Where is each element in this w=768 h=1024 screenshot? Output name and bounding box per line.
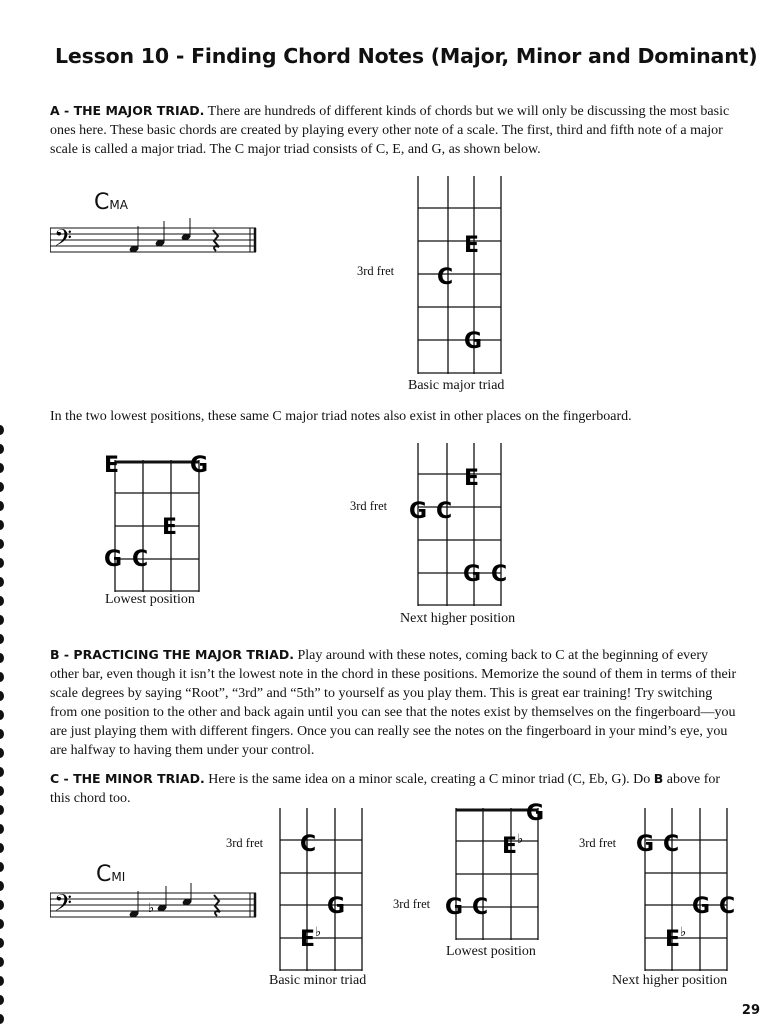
caption-minor-lowest-position: Lowest position bbox=[446, 944, 536, 959]
binding-hole bbox=[0, 634, 4, 644]
note-label-c: C bbox=[437, 265, 454, 290]
binding-hole bbox=[0, 900, 4, 910]
section-a-paragraph bbox=[50, 101, 740, 159]
note-label-e: E bbox=[502, 834, 518, 859]
binding-hole bbox=[0, 444, 4, 454]
fret-label: 3rd fret bbox=[226, 836, 264, 850]
binding-hole bbox=[0, 957, 4, 967]
note-label-g: G bbox=[409, 499, 428, 524]
section-a-heading: A - THE MAJOR TRIAD. bbox=[50, 103, 205, 118]
binding-hole bbox=[0, 653, 4, 663]
staff-c-major bbox=[50, 218, 260, 262]
basic-minor-notes bbox=[275, 808, 375, 973]
lowest-position-notes bbox=[100, 448, 220, 588]
note-label-g: G bbox=[445, 895, 464, 920]
binding-hole bbox=[0, 843, 4, 853]
binding-hole bbox=[0, 520, 4, 530]
minor-lowest-notes bbox=[440, 800, 560, 940]
note-label-g: G bbox=[327, 894, 346, 919]
binding-hole bbox=[0, 976, 4, 986]
flat-sign: ♭ bbox=[517, 832, 524, 847]
binding-hole bbox=[0, 786, 4, 796]
flat-sign: ♭ bbox=[315, 925, 322, 940]
section-b-reference: B bbox=[653, 771, 664, 786]
note-label-g: G bbox=[463, 562, 482, 587]
fretboard-basic-major-notes bbox=[410, 176, 510, 376]
binding-hole bbox=[0, 482, 4, 492]
binding-hole bbox=[0, 463, 4, 473]
page-title: Lesson 10 - Finding Chord Notes (Major, Minor and Dominant) bbox=[55, 44, 758, 68]
note-label-e: E bbox=[104, 453, 120, 478]
binding-hole bbox=[0, 596, 4, 606]
chord-symbol-cmi: CMI bbox=[96, 862, 126, 887]
flat-sign: ♭ bbox=[680, 925, 687, 940]
section-c-paragraph: C - THE MINOR TRIAD. Here is the same idea on a minor scale, creating a C minor triad (C, Eb, G). Do B above for this chord too. bbox=[50, 771, 721, 806]
note-label-c: C bbox=[491, 562, 508, 587]
binding-hole bbox=[0, 1014, 4, 1024]
note-g bbox=[181, 218, 192, 242]
note-label-e: E bbox=[300, 927, 316, 952]
binding-hole bbox=[0, 539, 4, 549]
fret-label: 3rd fret bbox=[393, 897, 431, 911]
next-higher-notes bbox=[400, 443, 520, 613]
binding-hole bbox=[0, 881, 4, 891]
fret-label: 3rd fret bbox=[350, 499, 388, 513]
binding-hole bbox=[0, 748, 4, 758]
binding-hole bbox=[0, 919, 4, 929]
note-g bbox=[182, 883, 193, 907]
chord-symbol-cma: CMA bbox=[94, 190, 128, 215]
section-b-paragraph bbox=[50, 645, 740, 760]
staff-c-minor bbox=[50, 883, 260, 927]
note-label-e: E bbox=[464, 233, 480, 258]
caption-basic-major-triad: Basic major triad bbox=[408, 378, 505, 393]
note-label-g: G bbox=[464, 329, 483, 354]
note-label-c: C bbox=[719, 894, 736, 919]
binding-hole bbox=[0, 862, 4, 872]
note-label-c: C bbox=[436, 499, 453, 524]
section-a-text: There are hundreds of different kinds of chords but we will only be discussing the most basic ones here. These basic chords are created by playing every other note of a scale. The first, third and fifth note of a major scale is called a major triad. The C major triad consists of C, E, and G, as shown below. bbox=[50, 104, 730, 157]
note-label-e: E bbox=[464, 466, 480, 491]
note-label-e: E bbox=[162, 515, 178, 540]
note-label-c: C bbox=[472, 895, 489, 920]
binding-hole bbox=[0, 691, 4, 701]
note-label-e: E bbox=[665, 927, 681, 952]
caption-lowest-position: Lowest position bbox=[105, 592, 195, 607]
binding-hole bbox=[0, 501, 4, 511]
svg-text:𝄢: 𝄢 bbox=[54, 889, 73, 922]
binding-hole bbox=[0, 938, 4, 948]
fret-label: 3rd fret bbox=[579, 836, 617, 850]
page-number: 29 bbox=[741, 1003, 760, 1018]
caption-basic-minor-triad: Basic minor triad bbox=[269, 973, 367, 988]
positions-intro: In the two lowest positions, these same C major triad notes also exist in other places on the fingerboard. bbox=[50, 409, 632, 424]
binding-hole bbox=[0, 824, 4, 834]
note-label-c: C bbox=[300, 832, 317, 857]
section-c-heading: C - THE MINOR TRIAD. bbox=[50, 771, 205, 786]
note-label-g: G bbox=[692, 894, 711, 919]
binding-hole bbox=[0, 577, 4, 587]
fret-label: 3rd fret bbox=[357, 264, 395, 278]
caption-next-higher-position: Next higher position bbox=[400, 611, 516, 626]
binding-hole bbox=[0, 425, 4, 435]
minor-next-higher-notes bbox=[630, 808, 750, 973]
binding-hole bbox=[0, 995, 4, 1005]
note-label-g: G bbox=[190, 453, 209, 478]
svg-text:𝄢: 𝄢 bbox=[54, 224, 73, 257]
note-label-g: G bbox=[104, 547, 123, 572]
note-label-g: G bbox=[526, 801, 545, 826]
flat-sign: ♭ bbox=[148, 901, 155, 916]
section-b-heading: B - PRACTICING THE MAJOR TRIAD. bbox=[50, 647, 294, 662]
binding-hole bbox=[0, 805, 4, 815]
binding-hole bbox=[0, 615, 4, 625]
note-label-c: C bbox=[132, 547, 149, 572]
binding-hole bbox=[0, 710, 4, 720]
note-label-g: G bbox=[636, 832, 655, 857]
caption-minor-next-higher-position: Next higher position bbox=[612, 973, 728, 988]
binding-hole bbox=[0, 767, 4, 777]
note-label-c: C bbox=[663, 832, 680, 857]
binding-hole bbox=[0, 672, 4, 682]
binding-hole bbox=[0, 729, 4, 739]
binding-hole bbox=[0, 558, 4, 568]
section-b-text: Play around with these notes, coming back to C at the beginning of every other bar, even though it isn’t the lowest note in the chord in these positions. Memorize the sound of them in terms of their scale degrees by saying “Root”, “3rd” and “5th” to yourself as you play them. This is great ear training! Try switching from one position to the other and back again until you can see that the notes exist by themselves on the fingerboard—you are just playing them with different fingers. Once you can really see the notes on the fingerboard in your mind’s eye, you are halfway to having them under your control. bbox=[50, 648, 737, 758]
